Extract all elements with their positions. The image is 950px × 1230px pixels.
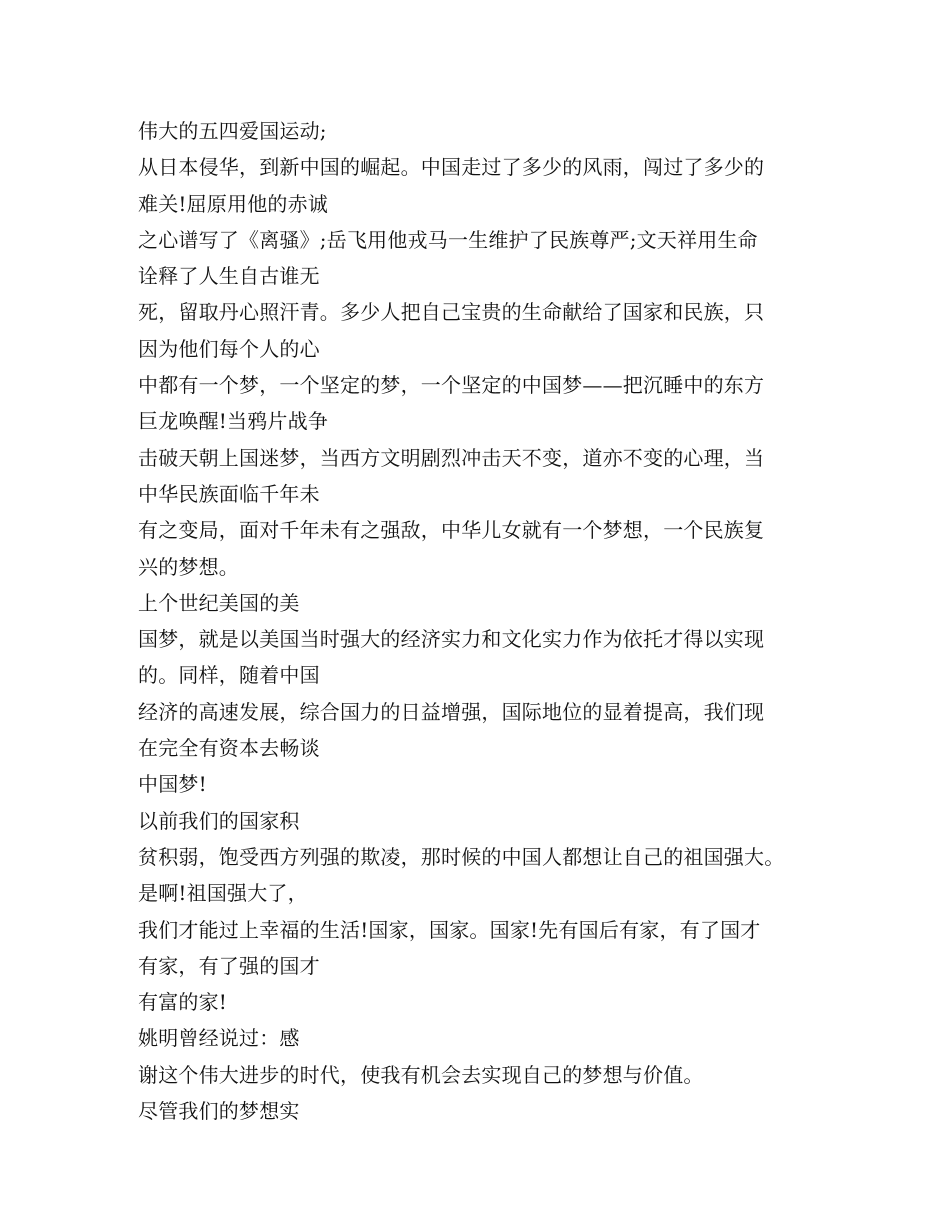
text-line: 因为他们每个人的心 bbox=[138, 336, 320, 361]
text-line: 上个世纪美国的美 bbox=[138, 590, 300, 615]
text-line: 从日本侵华，到新中国的崛起。中国走过了多少的风雨，闯过了多少的 bbox=[138, 155, 765, 180]
text-line: 是啊!祖国强大了， bbox=[138, 881, 308, 906]
text-line: 尽管我们的梦想实 bbox=[138, 1099, 300, 1124]
text-line: 姚明曾经说过：感 bbox=[138, 1026, 300, 1051]
text-line: 贫积弱，饱受西方列强的欺凌，那时候的中国人都想让自己的祖国强大。 bbox=[138, 844, 785, 869]
text-line: 击破天朝上国迷梦，当西方文明剧烈冲击天不变，道亦不变的心理，当 bbox=[138, 445, 765, 470]
text-line: 国梦，就是以美国当时强大的经济实力和文化实力作为依托才得以实现 bbox=[138, 627, 765, 652]
text-line: 难关!屈原用他的赤诚 bbox=[138, 191, 329, 216]
text-line: 的。同样，随着中国 bbox=[138, 663, 320, 688]
text-line: 兴的梦想。 bbox=[138, 554, 239, 579]
text-line: 在完全有资本去畅谈 bbox=[138, 736, 320, 761]
text-line: 中国梦! bbox=[138, 772, 207, 797]
text-line: 谢这个伟大进步的时代，使我有机会去实现自己的梦想与价值。 bbox=[138, 1062, 704, 1087]
text-line: 经济的高速发展，综合国力的日益增强，国际地位的显着提高，我们现 bbox=[138, 699, 765, 724]
text-line: 伟大的五四爱国运动; bbox=[138, 119, 327, 143]
text-line: 巨龙唤醒!当鸦片战争 bbox=[138, 409, 329, 434]
text-line: 之心谱写了《离骚》;岳飞用他戎马一生维护了民族尊严;文天祥用生命 bbox=[138, 227, 758, 252]
text-line: 我们才能过上幸福的生活!国家，国家。国家!先有国后有家，有了国才 bbox=[138, 917, 761, 942]
text-line: 中都有一个梦，一个坚定的梦，一个坚定的中国梦——把沉睡中的东方 bbox=[138, 373, 765, 398]
text-line: 有家，有了强的国才 bbox=[138, 953, 320, 978]
document-body bbox=[138, 113, 838, 1129]
text-line: 有之变局，面对千年未有之强敌，中华儿女就有一个梦想，一个民族复 bbox=[138, 518, 765, 543]
text-line: 死，留取丹心照汗青。多少人把自己宝贵的生命献给了国家和民族，只 bbox=[138, 300, 765, 325]
text-line: 有富的家! bbox=[138, 990, 228, 1015]
text-line: 中华民族面临千年未 bbox=[138, 481, 320, 506]
text-line: 以前我们的国家积 bbox=[138, 808, 300, 833]
text-line: 诠释了人生自古谁无 bbox=[138, 264, 320, 289]
